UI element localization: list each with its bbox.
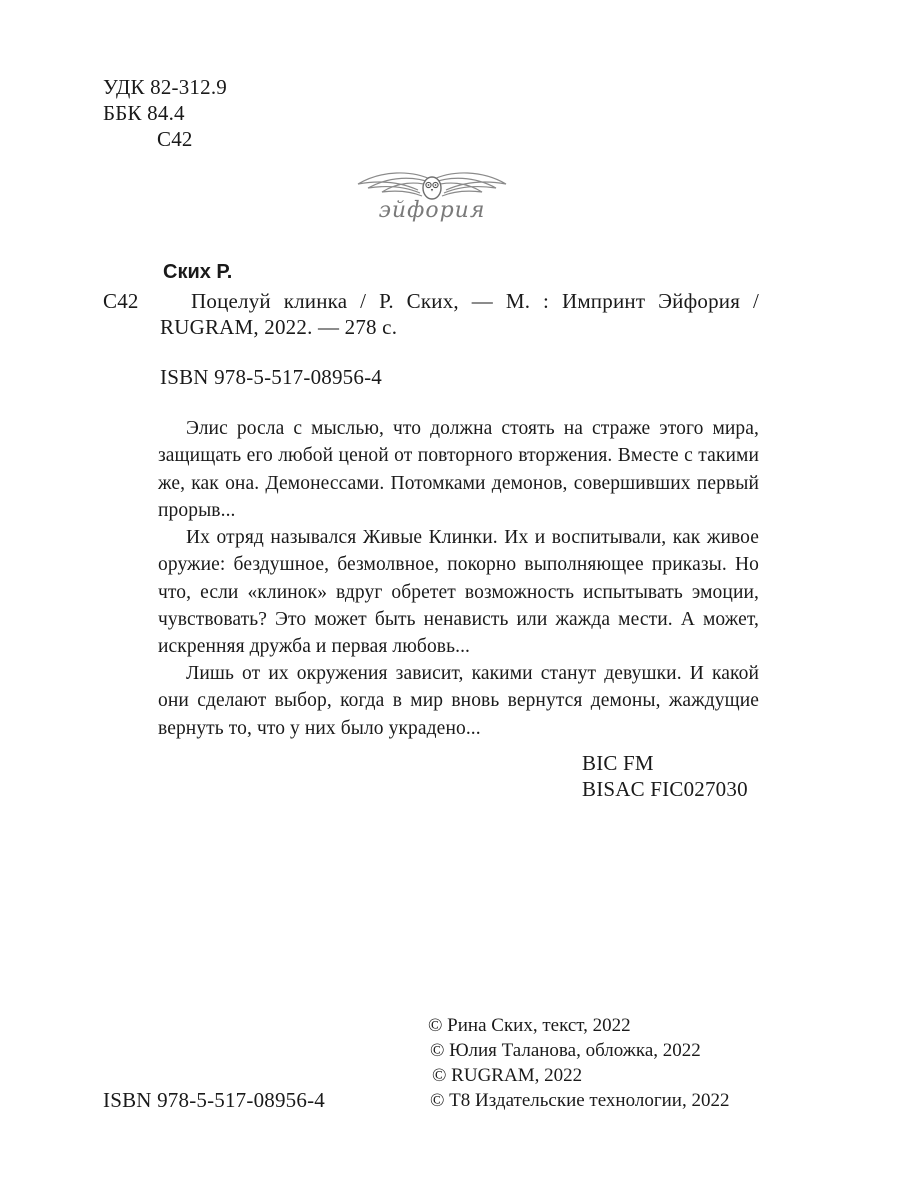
annotation-paragraph: Их отряд назывался Живые Клинки. Их и воспитывали, как живое оружие: бездушное, безмолвное, покорно выполняющее приказы. Но что, если «клинок» вдруг обретет возможность испытывать эмоции, чувствовать? Это может быть ненависть или жажда мести. А может, искренняя дружба и первая любовь... bbox=[158, 527, 759, 658]
publisher-logo-text: эйфория bbox=[378, 198, 486, 223]
copyright-line: © RUGRAM, 2022 bbox=[432, 1065, 583, 1086]
udk-code: УДК 82-312.9 bbox=[103, 75, 227, 99]
publisher-logo bbox=[352, 168, 512, 232]
record-mark: С42 bbox=[103, 289, 139, 313]
copyright-line: © Т8 Издательские технологии, 2022 bbox=[430, 1090, 730, 1111]
footer-isbn: ISBN 978-5-517-08956-4 bbox=[103, 1088, 325, 1112]
annotation-paragraph: Элис росла с мыслью, что должна стоять на страже этого мира, защищать его любой ценой от повторного вторжения. Вместе с такими же, как она. Демонессами. Потомками демонов, совершивших первый прорыв... bbox=[158, 418, 759, 521]
author-mark: С42 bbox=[157, 127, 193, 151]
record-isbn: ISBN 978-5-517-08956-4 bbox=[160, 365, 382, 389]
bbk-code: ББК 84.4 bbox=[103, 101, 185, 125]
bisac-code: BISAC FIC027030 bbox=[582, 777, 748, 801]
record-publication-line: RUGRAM, 2022. — 278 с. bbox=[160, 315, 398, 339]
author-heading: Ских Р. bbox=[163, 261, 233, 283]
annotation-paragraph: Лишь от их окружения зависит, какими станут девушки. И какой они сделают выбор, когда в мир вновь вернутся демоны, жаждущие вернуть то, что у них было украдено... bbox=[158, 663, 759, 739]
bic-code: BIC FM bbox=[582, 751, 654, 775]
record-title-line: Поцелуй клинка / Р. Ских, — М. : Импринт Эйфория / bbox=[191, 289, 759, 313]
copyright-line: © Юлия Таланова, обложка, 2022 bbox=[430, 1040, 701, 1061]
copyright-line: © Рина Ских, текст, 2022 bbox=[428, 1015, 631, 1036]
